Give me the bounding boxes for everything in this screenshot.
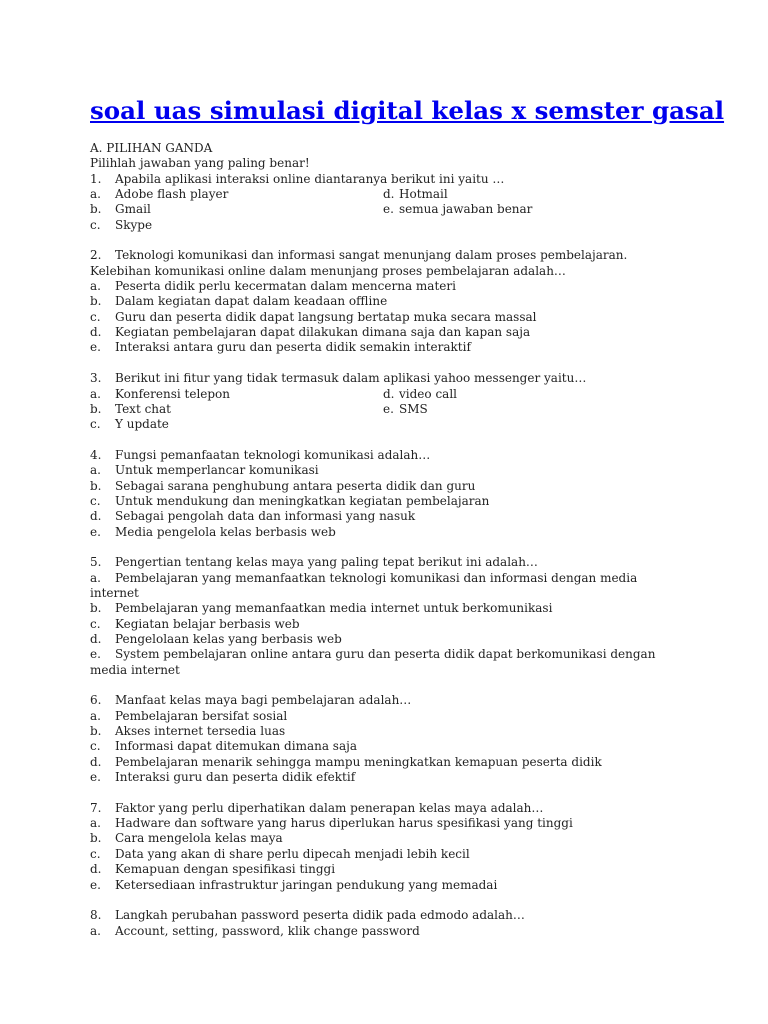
item-text: Apabila aplikasi interaksi online diantaranya berikut ini yaitu … <box>115 171 505 186</box>
item-text: Berikut ini fitur yang tidak termasuk dalam aplikasi yahoo messenger yaitu… <box>115 371 587 386</box>
item-label: b. <box>90 724 102 739</box>
item-label: 8. <box>90 908 102 923</box>
item-text: Kegiatan pembelajaran dapat dilakukan dimana saja dan kapan saja <box>115 325 531 340</box>
right-option-label: e. <box>383 202 394 217</box>
right-option-text: Hotmail <box>399 187 448 202</box>
text-line <box>90 202 690 217</box>
text-line <box>90 325 690 340</box>
item-label: e. <box>90 524 101 539</box>
blank-line <box>90 893 690 908</box>
text-line <box>90 724 690 739</box>
item-text: Text chat <box>115 401 172 416</box>
text-line <box>90 831 690 846</box>
item-label: e. <box>90 647 101 662</box>
text-line <box>90 340 690 355</box>
item-text: Adobe flash player <box>115 187 229 202</box>
right-option <box>383 202 532 217</box>
text-line <box>90 663 690 678</box>
item-label: 7. <box>90 800 102 815</box>
item-label: d. <box>90 862 102 877</box>
item-text: Pembelajaran yang memanfaatkan media internet untuk berkomunikasi <box>115 601 553 616</box>
text-line <box>90 755 690 770</box>
item-text: Faktor yang perlu diperhatikan dalam penerapan kelas maya adalah… <box>115 800 544 815</box>
text-line <box>90 494 690 509</box>
item-text: Pembelajaran menarik sehingga mampu meningkatkan kemapuan peserta didik <box>115 754 602 769</box>
right-option <box>383 402 428 417</box>
text-line <box>90 709 690 724</box>
item-text: Interaksi antara guru dan peserta didik semakin interaktif <box>115 340 471 355</box>
item-text: internet <box>90 585 139 600</box>
text-line <box>90 279 690 294</box>
right-option <box>383 187 448 202</box>
text-line <box>90 448 690 463</box>
right-option-text: video call <box>399 386 457 401</box>
item-text: Gmail <box>115 202 151 217</box>
item-text: Untuk mendukung dan meningkatkan kegiatan pembelajaran <box>115 493 490 508</box>
item-text: Kelebihan komunikasi online dalam menunjang proses pembelajaran adalah… <box>90 263 566 278</box>
text-line <box>90 248 690 263</box>
text-line <box>90 693 690 708</box>
blank-line <box>90 678 690 693</box>
item-text: Konferensi telepon <box>115 386 231 401</box>
item-label: a. <box>90 386 101 401</box>
text-line <box>90 187 690 202</box>
item-text: Interaksi guru dan peserta didik efektif <box>115 770 356 785</box>
item-text: Y update <box>115 417 169 432</box>
item-label: 3. <box>90 371 102 386</box>
item-label: a. <box>90 463 101 478</box>
item-text: Pembelajaran yang memanfaatkan teknologi komunikasi dan informasi dengan media <box>115 570 638 585</box>
text-line <box>90 218 690 233</box>
right-option <box>383 387 457 402</box>
text-line <box>90 571 690 586</box>
text-line <box>90 156 690 171</box>
document-body <box>90 141 690 939</box>
text-line <box>90 509 690 524</box>
text-line <box>90 924 690 939</box>
text-line <box>90 770 690 785</box>
text-line <box>90 862 690 877</box>
text-line <box>90 847 690 862</box>
text-line <box>90 294 690 309</box>
item-text: Data yang akan di share perlu dipecah menjadi lebih kecil <box>115 846 470 861</box>
right-option-label: e. <box>383 401 394 416</box>
item-text: Kegiatan belajar berbasis web <box>115 616 300 631</box>
item-label: b. <box>90 478 102 493</box>
blank-line <box>90 233 690 248</box>
item-text: Informasi dapat ditemukan dimana saja <box>115 739 357 754</box>
item-text: Pengelolaan kelas yang berbasis web <box>115 632 342 646</box>
item-label: c. <box>90 417 101 432</box>
text-line <box>90 141 690 156</box>
item-text: Sebagai sarana penghubung antara peserta didik dan guru <box>115 478 476 493</box>
text-line <box>90 387 690 402</box>
item-label: c. <box>90 846 101 861</box>
blank-line <box>90 785 690 800</box>
item-label: 4. <box>90 447 102 462</box>
text-line <box>90 647 690 662</box>
item-text: Account, setting, password, klik change password <box>115 923 420 938</box>
item-label: c. <box>90 217 101 232</box>
item-label: 5. <box>90 555 102 570</box>
item-text: Akses internet tersedia luas <box>115 724 286 739</box>
right-option-label: d. <box>383 386 395 401</box>
item-text: Pilihlah jawaban yang paling benar! <box>90 156 310 171</box>
item-label: a. <box>90 816 101 831</box>
item-label: b. <box>90 401 102 416</box>
text-line <box>90 601 690 616</box>
blank-line <box>90 356 690 371</box>
item-label: a. <box>90 187 101 202</box>
item-label: d. <box>90 632 102 646</box>
item-label: 6. <box>90 693 102 708</box>
text-line <box>90 739 690 754</box>
item-label: b. <box>90 202 102 217</box>
right-option-label: d. <box>383 187 395 202</box>
text-line <box>90 632 690 647</box>
text-line <box>90 908 690 923</box>
item-label: e. <box>90 340 101 355</box>
item-text: Untuk memperlancar komunikasi <box>115 463 319 478</box>
item-label: e. <box>90 770 101 785</box>
blank-line <box>90 540 690 555</box>
item-text: Skype <box>115 217 153 232</box>
item-text: Kemapuan dengan spesifikasi tinggi <box>115 862 336 877</box>
text-line <box>90 816 690 831</box>
text-line <box>90 417 690 432</box>
text-line <box>90 525 690 540</box>
text-line <box>90 402 690 417</box>
item-text: Guru dan peserta didik dapat langsung bertatap muka secara massal <box>115 309 537 324</box>
item-label: b. <box>90 294 102 309</box>
item-text: Teknologi komunikasi dan informasi sangat menunjang dalam proses pembelajaran. <box>115 248 628 263</box>
item-label: d. <box>90 325 102 340</box>
item-text: Media pengelola kelas berbasis web <box>115 524 336 539</box>
text-line <box>90 310 690 325</box>
document-title[interactable]: soal uas simulasi digital kelas x semster gasal <box>90 96 725 125</box>
item-label: b. <box>90 831 102 846</box>
item-label: e. <box>90 877 101 892</box>
item-label: a. <box>90 923 101 938</box>
item-label: c. <box>90 309 101 324</box>
item-text: media internet <box>90 662 180 677</box>
text-line <box>90 371 690 386</box>
item-text: Dalam kegiatan dapat dalam keadaan offline <box>115 294 388 309</box>
item-label: 2. <box>90 248 102 263</box>
item-text: Pembelajaran bersifat sosial <box>115 708 288 723</box>
item-text: Fungsi pemanfaatan teknologi komunikasi adalah… <box>115 447 431 462</box>
text-line <box>90 878 690 893</box>
item-text: Pengertian tentang kelas maya yang paling tepat berikut ini adalah… <box>115 555 538 570</box>
right-option-text: semua jawaban benar <box>399 202 533 217</box>
item-text: Cara mengelola kelas maya <box>115 831 283 846</box>
blank-line <box>90 433 690 448</box>
item-text: Sebagai pengolah data dan informasi yang nasuk <box>115 509 416 524</box>
item-text: Langkah perubahan password peserta didik pada edmodo adalah… <box>115 908 525 923</box>
item-text: Peserta didik perlu kecermatan dalam mencerna materi <box>115 279 456 294</box>
item-text: Manfaat kelas maya bagi pembelajaran adalah… <box>115 693 412 708</box>
item-label: b. <box>90 601 102 616</box>
text-line <box>90 264 690 279</box>
item-text: Hadware dan software yang harus diperlukan harus spesifikasi yang tinggi <box>115 816 573 831</box>
item-label: c. <box>90 739 101 754</box>
item-label: d. <box>90 754 102 769</box>
item-label: a. <box>90 570 101 585</box>
item-label: c. <box>90 493 101 508</box>
text-line <box>90 586 690 601</box>
text-line <box>90 801 690 816</box>
item-label: a. <box>90 279 101 294</box>
item-text: System pembelajaran online antara guru dan peserta didik dapat berkomunikasi dengan <box>115 647 656 662</box>
item-text: Ketersediaan infrastruktur jaringan pendukung yang memadai <box>115 877 498 892</box>
right-option-text: SMS <box>399 401 428 416</box>
item-label: 1. <box>90 171 102 186</box>
text-line <box>90 617 690 632</box>
item-text: A. PILIHAN GANDA <box>90 141 213 155</box>
item-label: a. <box>90 708 101 723</box>
text-line <box>90 555 690 570</box>
text-line <box>90 479 690 494</box>
text-line <box>90 172 690 187</box>
text-line <box>90 463 690 478</box>
item-label: d. <box>90 509 102 524</box>
item-label: c. <box>90 616 101 631</box>
